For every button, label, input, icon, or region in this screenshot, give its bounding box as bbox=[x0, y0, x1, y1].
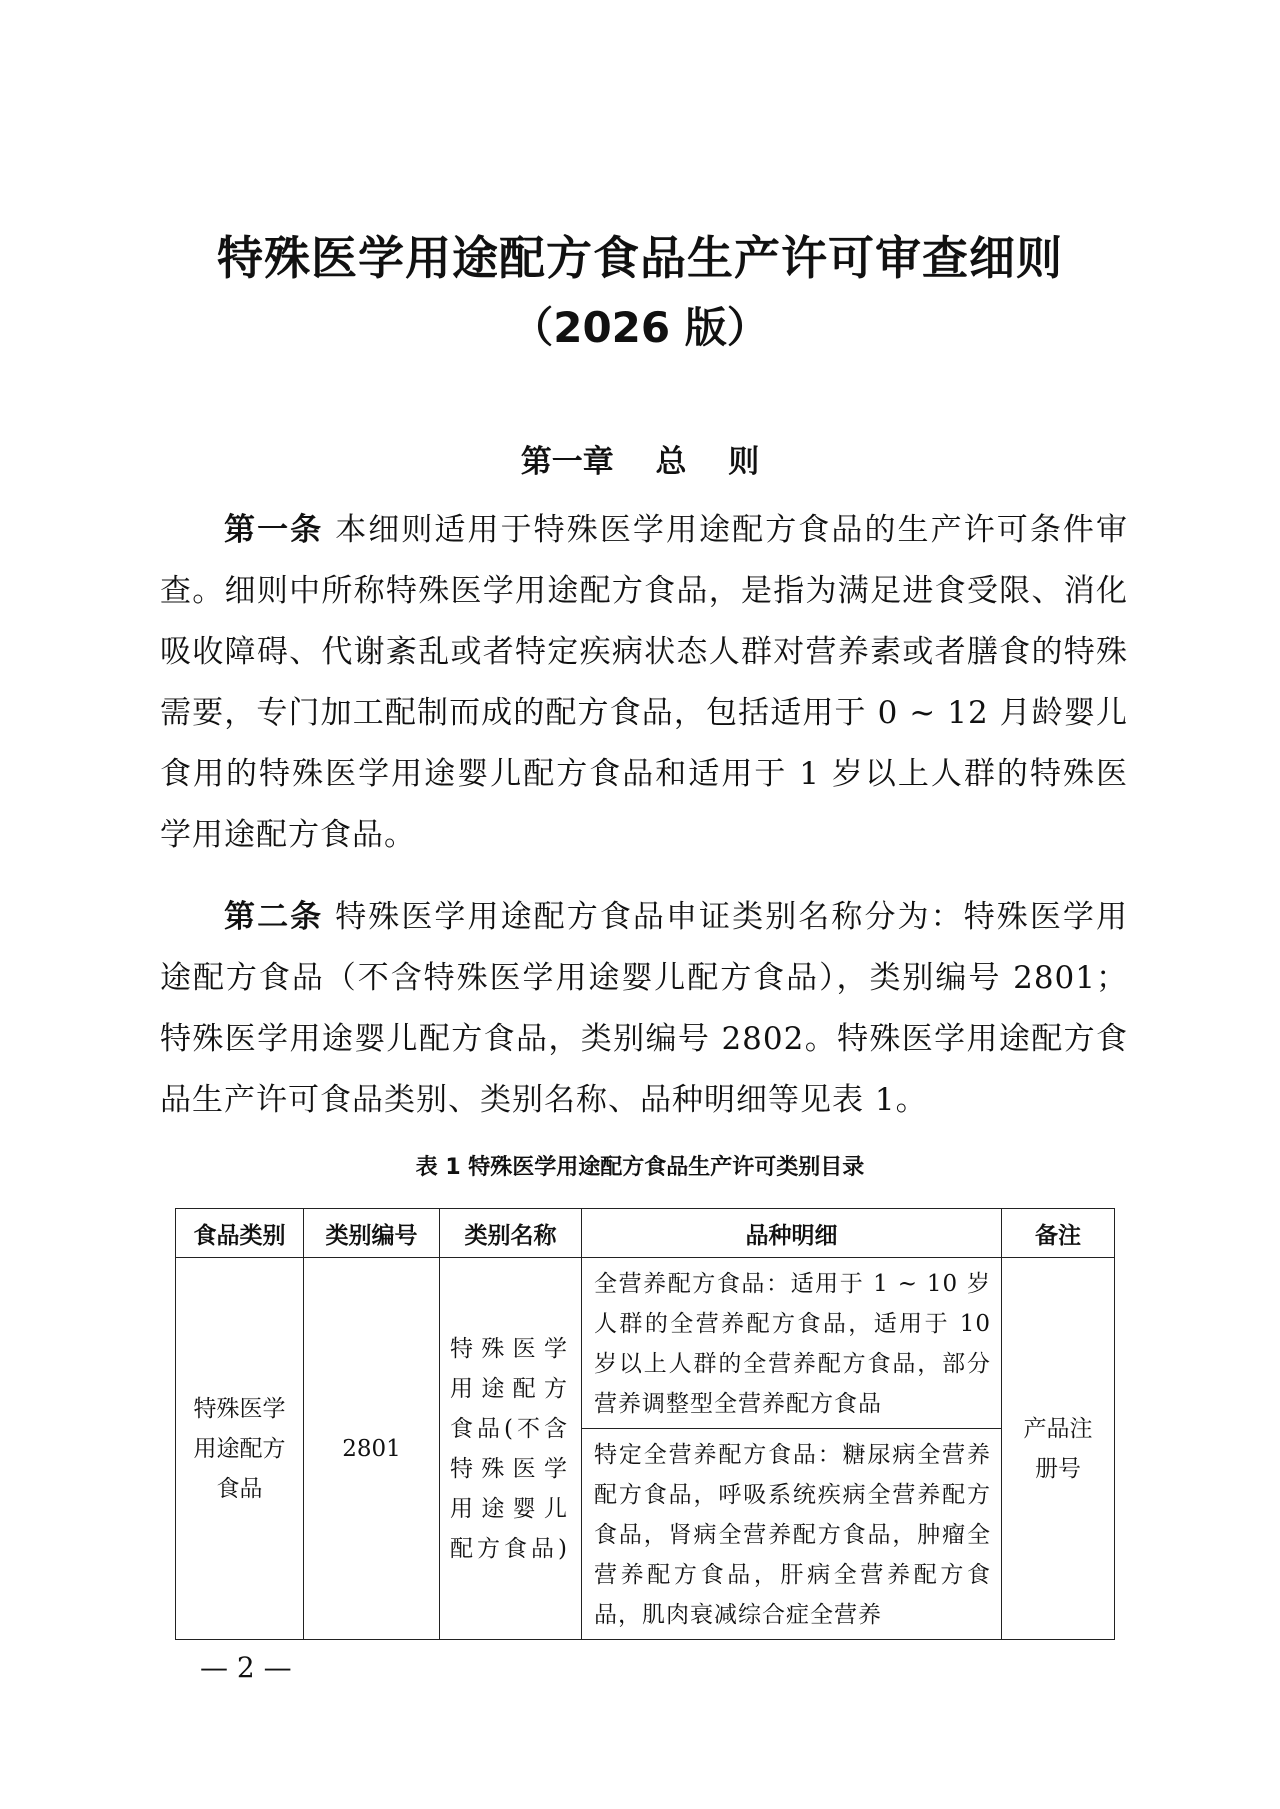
header-variety-details: 品种明细 bbox=[582, 1209, 1002, 1258]
cell-category-code: 2801 bbox=[304, 1258, 440, 1640]
category-table bbox=[175, 1208, 1115, 1640]
article-1 bbox=[160, 500, 1128, 866]
table-caption: 表 1 特殊医学用途配方食品生产许可类别目录 bbox=[415, 1155, 865, 1180]
article-1-label: 第一条 bbox=[224, 512, 324, 548]
cell-detail-general: 全营养配方食品：适用于 1 ~ 10 岁人群的全营养配方食品，适用于 10 岁以上人群的全营养配方食品，部分营养调整型全营养配方食品 bbox=[582, 1258, 1002, 1429]
article-2-label: 第二条 bbox=[224, 899, 324, 935]
header-food-category: 食品类别 bbox=[176, 1209, 304, 1258]
header-category-name: 类别名称 bbox=[440, 1209, 582, 1258]
cell-category-name: 特殊医学用途配方食品(不含特殊医学用途婴儿配方食品) bbox=[440, 1258, 582, 1640]
table-header-row bbox=[176, 1209, 1115, 1258]
article-2 bbox=[160, 887, 1128, 1131]
document-title: 特殊医学用途配方食品生产许可审查细则 bbox=[217, 231, 1063, 285]
article-1-text: 本细则适用于特殊医学用途配方食品的生产许可条件审查。细则中所称特殊医学用途配方食品，是指为满足进食受限、消化吸收障碍、代谢紊乱或者特定疾病状态人群对营养素或者膳食的特殊需要，专门加工配制而成的配方食品，包括适用于 0 ~ 12 月龄婴儿食用的特殊医学用途婴儿配方食品和适用于 1 岁以上人群的特殊医学用途配方食品。 bbox=[160, 512, 1129, 853]
cell-detail-specific: 特定全营养配方食品：糖尿病全营养配方食品，呼吸系统疾病全营养配方食品，肾病全营养配方食品，肿瘤全营养配方食品，肝病全营养配方食品，肌肉衰减综合症全营养 bbox=[582, 1429, 1002, 1640]
chapter-heading: 第一章 总 则 bbox=[520, 444, 760, 480]
article-2-text: 特殊医学用途配方食品申证类别名称分为：特殊医学用途配方食品（不含特殊医学用途婴儿配方食品），类别编号 2801；特殊医学用途婴儿配方食品，类别编号 2802。特殊医学用途配方食品生产许可食品类别、类别名称、品种明细等见表 1。 bbox=[160, 899, 1129, 1118]
header-category-code: 类别编号 bbox=[304, 1209, 440, 1258]
cell-food-category: 特殊医学用途配方食品 bbox=[176, 1258, 304, 1640]
header-remark: 备注 bbox=[1002, 1209, 1115, 1258]
cell-remark: 产品注册号 bbox=[1002, 1258, 1115, 1640]
document-subtitle: （2026 版） bbox=[511, 303, 769, 352]
table-row bbox=[176, 1258, 1115, 1429]
page-number: — 2 — bbox=[200, 1651, 292, 1684]
